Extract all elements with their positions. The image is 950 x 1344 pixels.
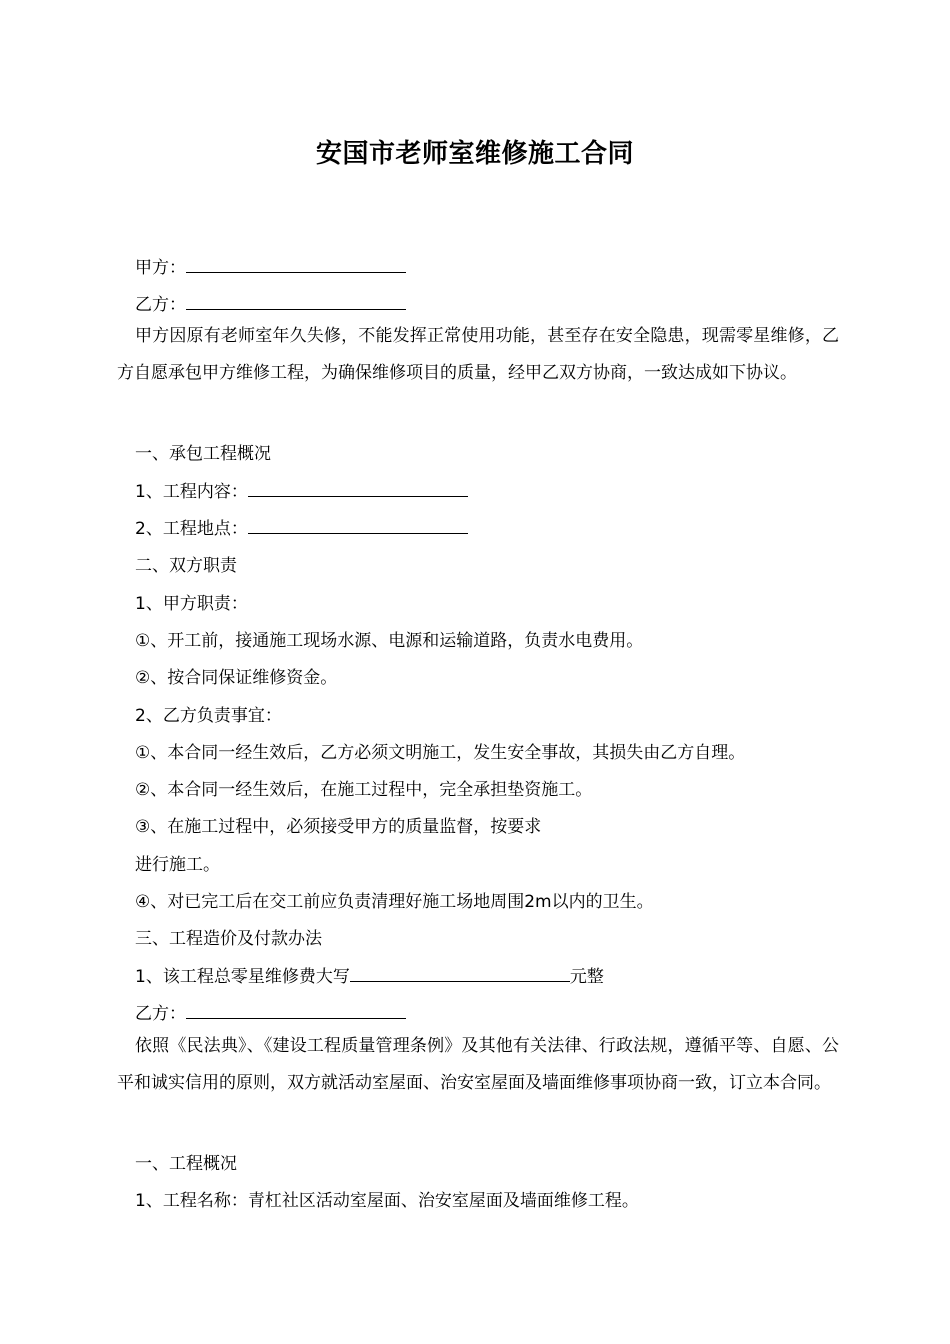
section-1-heading: 一、承包工程概况: [135, 444, 271, 464]
party-b-blank-2: [186, 1002, 406, 1019]
total-cost-label: 1、该工程总零星维修费大写: [135, 967, 350, 987]
section-2-heading: 二、双方职责: [135, 556, 237, 576]
party-a-label: 甲方：: [135, 258, 186, 278]
party-b-label: 乙方：: [135, 295, 186, 315]
total-cost-blank: [350, 965, 570, 982]
party-b-duty-1: ①、本合同一经生效后，乙方必须文明施工，发生安全事故，其损失由乙方自理。: [135, 743, 746, 763]
party-b-duty-3: ③、在施工过程中，必须接受甲方的质量监督，按要求: [135, 817, 542, 837]
total-cost-suffix: 元整: [569, 967, 604, 987]
document-title: 安国市老师室维修施工合同: [315, 139, 634, 169]
party-a-line: [135, 253, 855, 278]
party-a-duty-2: ②、按合同保证维修资金。: [135, 668, 338, 688]
party-b-duties-heading: 2、乙方负责事宜：: [135, 706, 282, 726]
project-location-blank: [248, 517, 468, 534]
legal-basis-paragraph: 依照《民法典》、《建设工程质量管理条例》及其他有关法律、行政法规，遵循平等、自愿、公平和诚实信用的原则，双方就活动室屋面、治安室屋面及墙面维修事项协商一致，订立本合同。: [117, 1036, 839, 1093]
total-cost-line: [135, 962, 855, 987]
party-b-label-2: 乙方：: [135, 1004, 186, 1024]
project-content-label: 1、工程内容：: [135, 482, 248, 502]
project-content-line: [135, 477, 855, 502]
party-a-duties-heading: 1、甲方职责：: [135, 594, 248, 614]
party-b-line-2: [135, 999, 855, 1024]
party-b-line: [135, 290, 855, 315]
project-content-blank: [248, 480, 468, 497]
party-b-blank: [186, 293, 406, 310]
party-a-duty-1: ①、开工前，接通施工现场水源、电源和运输道路，负责水电费用。: [135, 631, 644, 651]
party-b-duty-4: ④、对已完工后在交工前应负责清理好施工场地周围2m以内的卫生。: [135, 892, 654, 912]
party-a-blank: [186, 256, 406, 273]
section-3-heading: 三、工程造价及付款办法: [135, 929, 322, 949]
party-b-duty-2: ②、本合同一经生效后，在施工过程中，完全承担垫资施工。: [135, 780, 593, 800]
intro-paragraph: 甲方因原有老师室年久失修，不能发挥正常使用功能，甚至存在安全隐患，现需零星维修，乙方自愿承包甲方维修工程，为确保维修项目的质量，经甲乙双方协商，一致达成如下协议。: [117, 326, 839, 383]
project-location-line: [135, 514, 855, 539]
project-location-label: 2、工程地点：: [135, 519, 248, 539]
section-4-heading: 一、工程概况: [135, 1154, 237, 1174]
party-b-duty-3-continued: 进行施工。: [135, 855, 220, 875]
project-name-line: 1、工程名称：青杠社区活动室屋面、治安室屋面及墙面维修工程。: [135, 1191, 639, 1211]
